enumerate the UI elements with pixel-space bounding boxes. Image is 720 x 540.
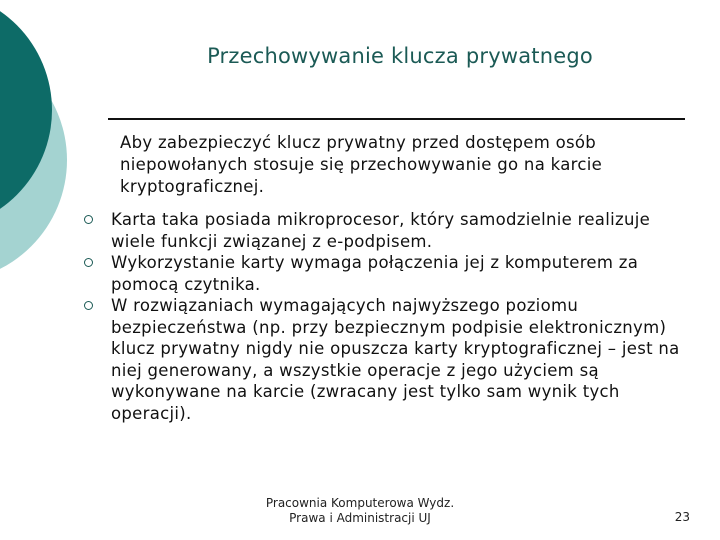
bullet-item: [84, 252, 694, 295]
footer-line-1: Pracownia Komputerowa Wydz.: [265, 496, 455, 510]
footer-line-2: Prawa i Administracji UJ: [289, 511, 431, 525]
bullet-item: [84, 209, 694, 252]
bullet-text: Wykorzystanie karty wymaga połączenia jej z komputerem za pomocą czytnika.: [111, 253, 639, 294]
slide-title: Przechowywanie klucza prywatnego: [207, 44, 593, 68]
circle-bullet-icon: [84, 301, 93, 310]
title-divider: [108, 118, 685, 120]
circle-bullet-icon: [84, 215, 93, 224]
bullet-item: [84, 295, 694, 424]
bullet-text: W rozwiązaniach wymagających najwyższego poziomu bezpieczeństwa (np. przy bezpiecznym podpisie elektronicznym) klucz prywatny nigdy nie opuszcza karty kryptograficznej – jest na niej generowany, a wszystkie operacje z jego użyciem są wykonywane na karcie (zwracany jest tylko sam wynik tych operacji).: [111, 296, 680, 423]
bullet-text: Karta taka posiada mikroprocesor, który samodzielnie realizuje wiele funkcji związanej z e-podpisem.: [111, 210, 651, 251]
bullet-list: [84, 209, 694, 424]
circle-bullet-icon: [84, 258, 93, 267]
footer: [240, 496, 480, 526]
intro-paragraph: Aby zabezpieczyć klucz prywatny przed dostępem osób niepowołanych stosuje się przechowywanie go na karcie kryptograficznej.: [120, 133, 603, 196]
page-number: 23: [674, 510, 690, 524]
